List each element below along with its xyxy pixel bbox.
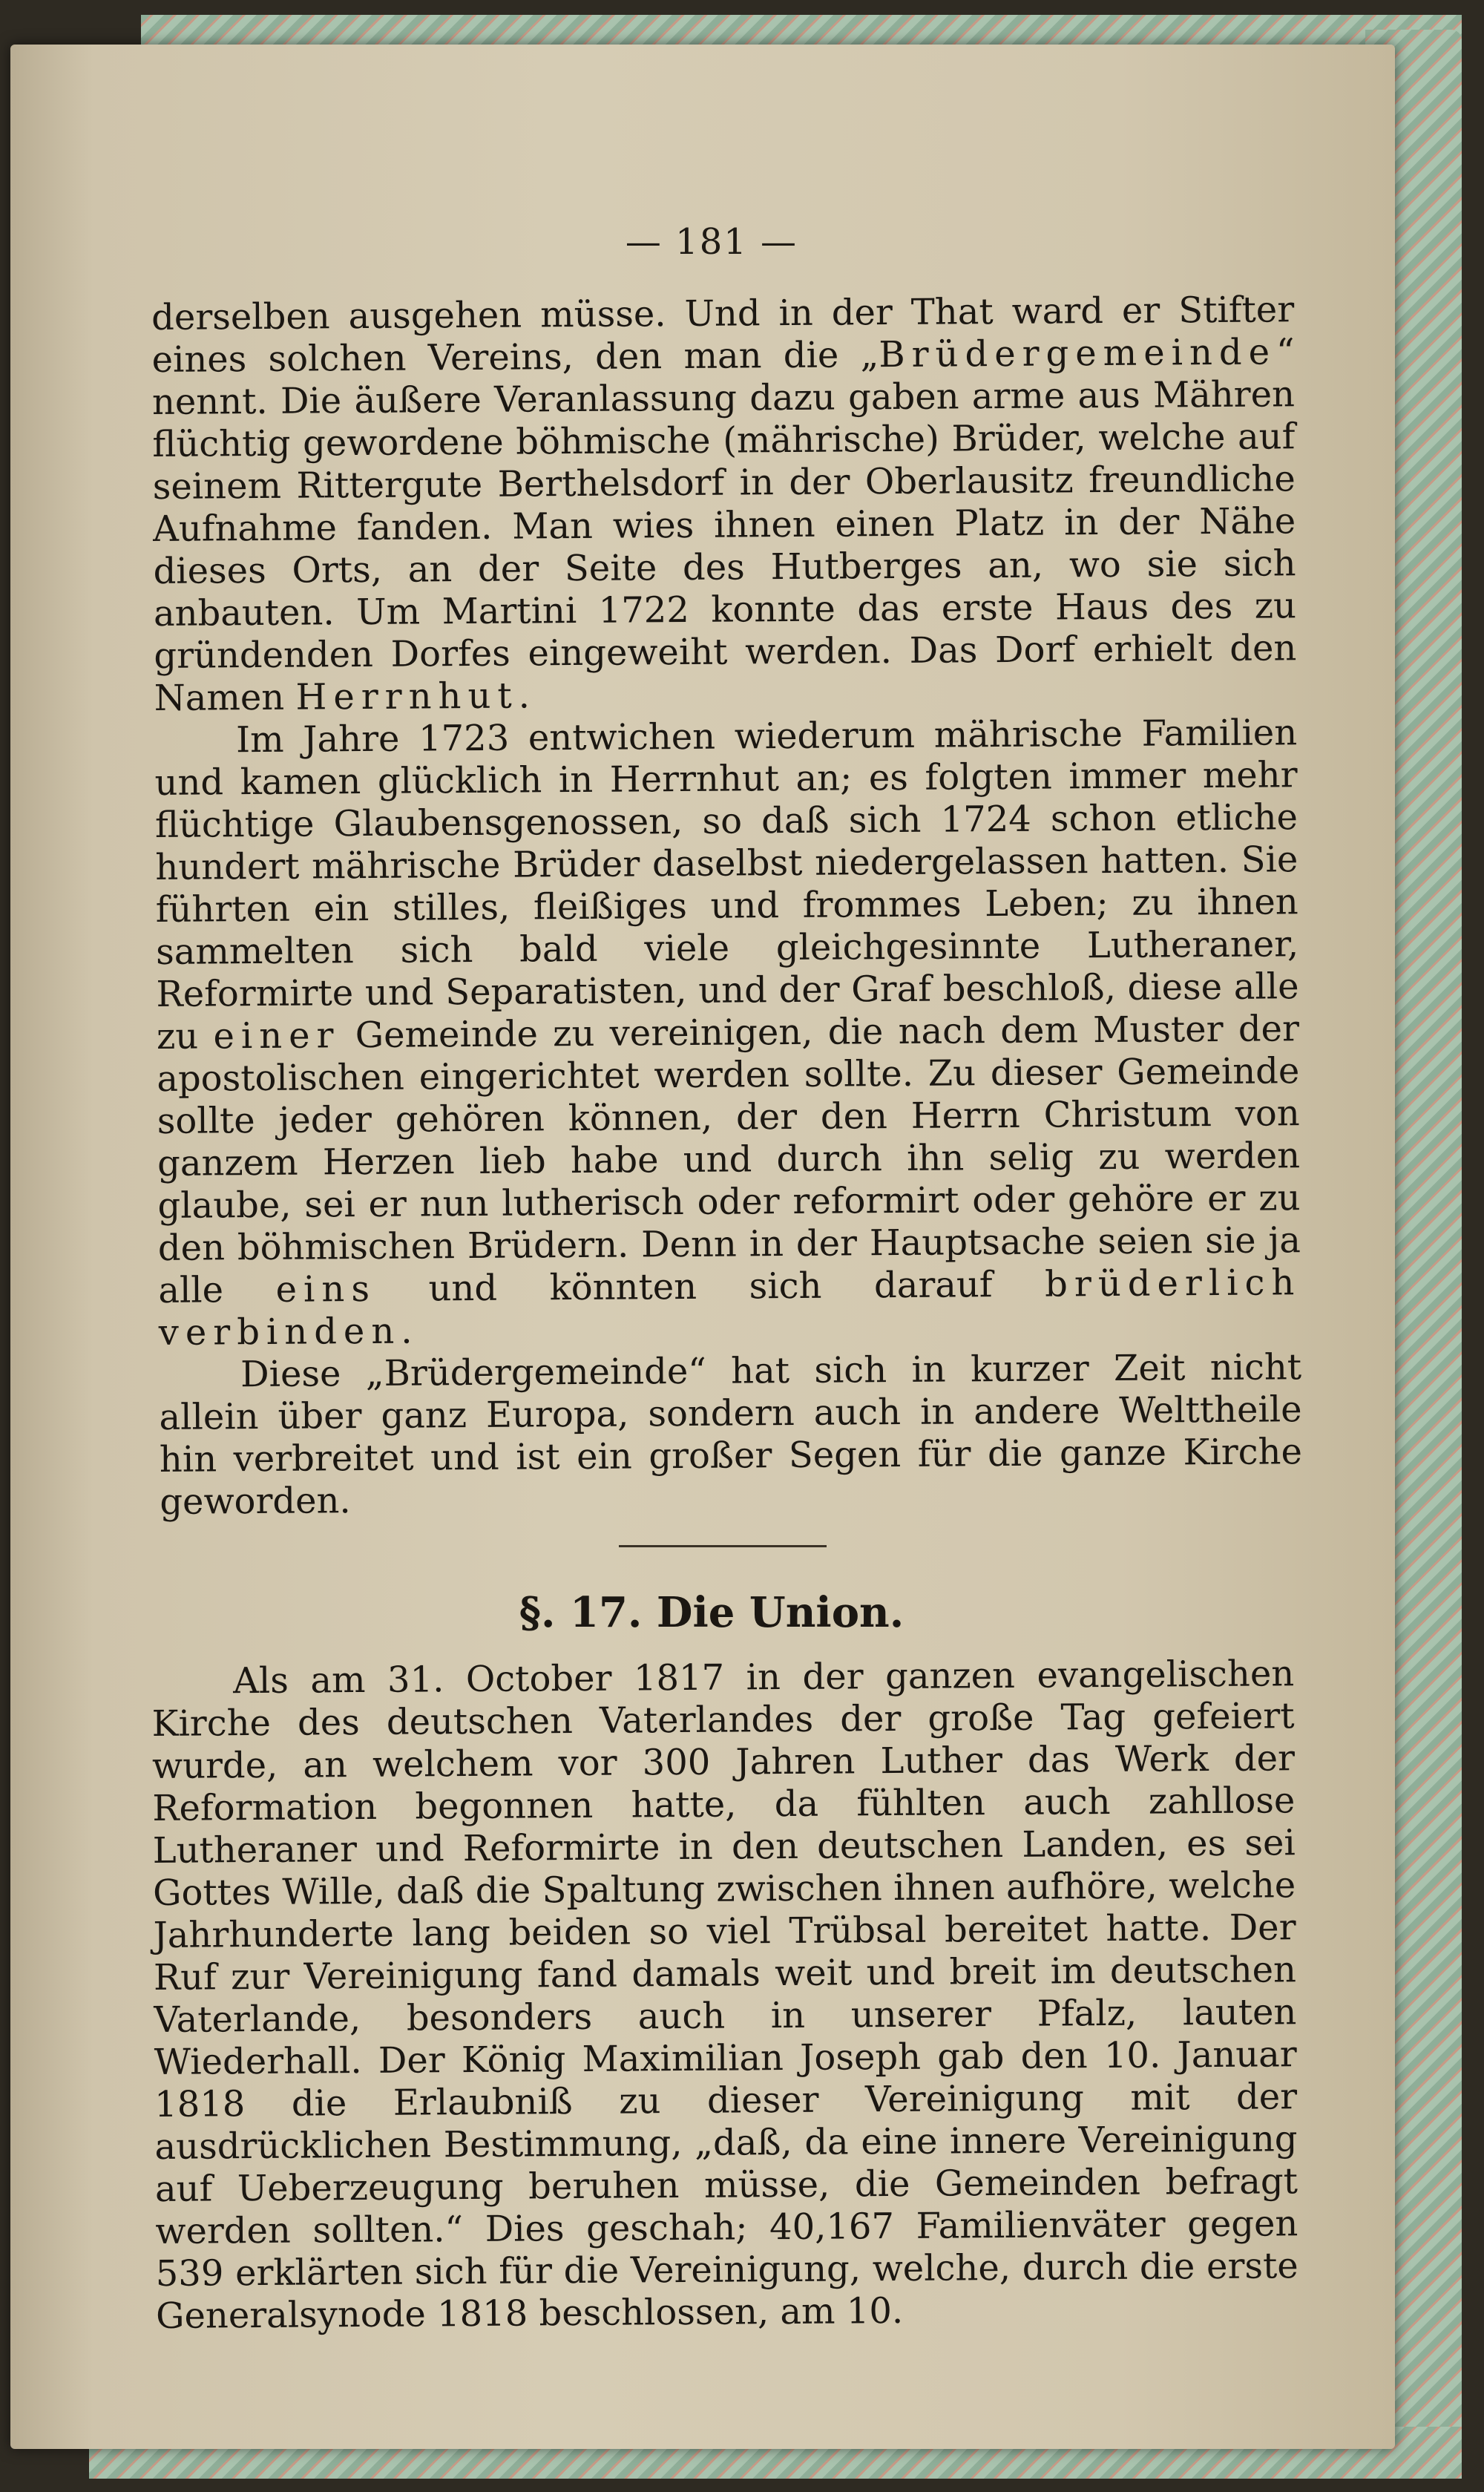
section-divider bbox=[619, 1545, 827, 1547]
paragraph-3: Diese „Brüdergemeinde“ hat sich in kurzer Zeit nicht allein über ganz Europa, sondern auch in andere Welttheile hin verbreitet und ist ein großer Segen für die ganze Kirche geworden. bbox=[159, 1346, 1303, 1523]
page-number: — 181 — bbox=[625, 221, 798, 263]
emphasis-herrnhut: Herrnhut bbox=[295, 675, 519, 718]
paragraph-1: derselben ausgehen müsse. Und in der That ward er Stifter eines solchen Vereins, den man die „Brüdergemeinde“ nennt. Die äußere Veranlassung dazu gaben arme aus Mähren flüchtig gewordene böhmische (mährische) Brüder, welche auf seinem Rittergute Berthelsdorf in der Oberlausitz freundliche Aufnahme fanden. Man wies ihnen einen Platz in der Nähe dieses Orts, an der Seite des Hutberges an, wo sie sich anbauten. Um Martini 1722 konnte das erste Haus des zu gründenden Dorfes eingeweiht werden. Das Dorf erhielt den Namen Herrnhut. bbox=[151, 289, 1297, 719]
section-heading: §. 17. Die Union. bbox=[519, 1588, 904, 1637]
book-page bbox=[10, 45, 1395, 2449]
paragraph-2: Im Jahre 1723 entwichen wiederum mährische Familien und kamen glücklich in Herrnhut an; es folgten immer mehr flüchtige Glaubensgenossen, so daß sich 1724 schon etliche hundert mährische Brüder daselbst niedergelassen hatten. Sie führten ein stilles, fleißiges und frommes Leben; zu ihnen sammelten sich bald viele gleichgesinnte Lutheraner, Reformirte und Separatisten, und der Graf beschloß, diese alle zu einer Gemeinde zu vereinigen, die nach dem Muster der apostolischen eingerichtet werden sollte. Zu dieser Gemeinde sollte jeder gehören können, der den Herrn Christum von ganzem Herzen lieb habe und durch ihn selig zu werden glaube, sei er nun lutherisch oder reformirt oder gehöre er zu den böhmischen Brüdern. Denn in der Hauptsache seien sie ja alle eins und könnten sich darauf brüderlich verbinden. bbox=[154, 712, 1301, 1354]
emphasis-einer: einer bbox=[213, 1014, 341, 1058]
emphasis-bruederlich-verbinden: brüderlich verbinden bbox=[158, 1262, 1301, 1354]
section-2-text bbox=[151, 1653, 1298, 2338]
emphasis-eins: eins bbox=[275, 1268, 377, 1311]
section-1-text bbox=[151, 289, 1303, 1524]
emphasis-bruedergemeinde: Brüdergemeinde bbox=[879, 331, 1277, 376]
paragraph-union: Als am 31. October 1817 in der ganzen evangelischen Kirche des deutschen Vaterlandes der große Tag gefeiert wurde, an welchem vor 300 Jahren Luther das Werk der Reformation begonnen hatte, da fühlten auch zahllose Lutheraner und Reformirte in den deutschen Landen, es sei Gottes Wille, daß die Spaltung zwischen ihnen aufhöre, welche Jahrhunderte lang beiden so viel Trübsal bereitet hatte. Der Ruf zur Vereinigung fand damals weit und breit im deutschen Vaterlande, besonders auch in unserer Pfalz, lauten Wiederhall. Der König Maximilian Joseph gab den 10. Januar 1818 die Erlaubniß zu dieser Vereinigung mit der ausdrücklichen Bestimmung, „daß, da eine innere Vereinigung auf Ueberzeugung beruhen müsse, die Gemeinden befragt werden sollten.“ Dies geschah; 40,167 Familienväter gegen 539 erklärten sich für die Vereinigung, welche, durch die erste Generalsynode 1818 beschlossen, am 10. bbox=[151, 1653, 1298, 2337]
